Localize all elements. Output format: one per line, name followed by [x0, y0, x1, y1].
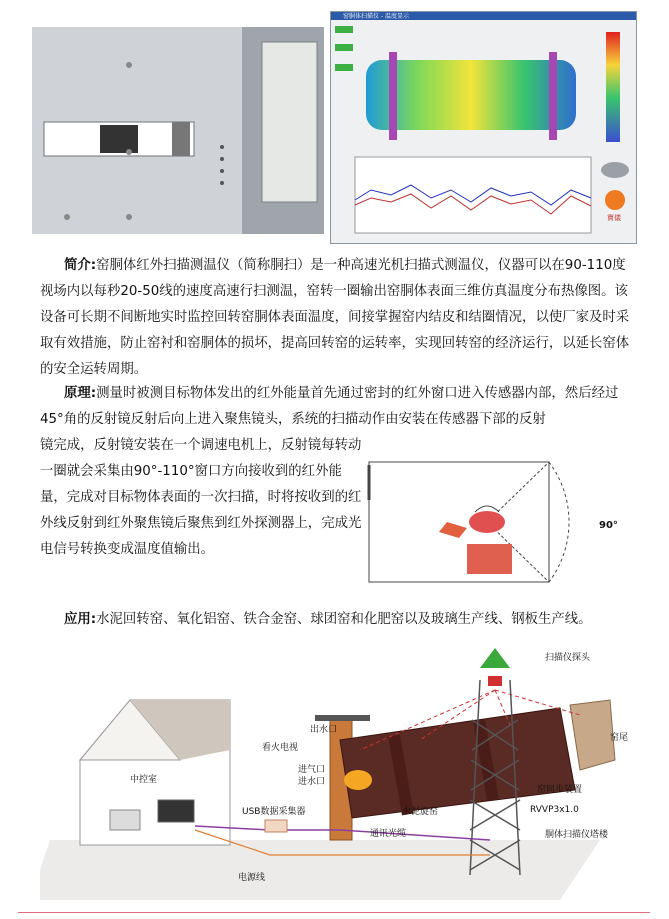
status-led: [335, 26, 353, 33]
principle-paragraph: [40, 381, 630, 433]
label-tower: 胴体扫描仪塔楼: [545, 830, 609, 840]
application-paragraph: [64, 607, 644, 633]
principle-diagram: [367, 460, 632, 590]
label-water-in: 进水口: [298, 777, 326, 787]
scanner-device-illustration: [32, 27, 324, 234]
label-water-out: 出水口: [310, 725, 338, 735]
usb-collector-box: [265, 820, 287, 832]
tower-roof: [480, 648, 510, 668]
principle-heading: 原理:: [64, 386, 97, 401]
kiln-3d-thermal: [366, 60, 576, 130]
window-title: 窑胴体扫描仪 - 温度显示: [343, 13, 409, 20]
footer-divider: [18, 912, 650, 913]
logo-text: 寶儀: [607, 214, 621, 222]
scanner-probe-icon: [488, 676, 502, 686]
intro-paragraph: [40, 253, 630, 383]
temperature-scale: [606, 32, 620, 142]
application-body: 水泥回转窑、氧化铝窑、铁合金窑、球团窑和化肥窑以及玻璃生产线、钢板生产线。: [96, 612, 592, 627]
label-air-in: 进气口: [298, 765, 326, 775]
label-power-cable: 电源线: [238, 873, 266, 883]
logo-icon: [605, 190, 625, 210]
kiln-installation-diagram: [40, 640, 640, 905]
label-fire-tv: 看火电视: [262, 743, 299, 753]
device-photo: [32, 27, 324, 234]
scan-angle-label: 90°: [599, 520, 618, 531]
label-kiln: 水泥旋窑: [402, 807, 439, 817]
label-kiln-tail: 窑尾: [610, 733, 629, 743]
intro-body: 窑胴体红外扫描测温仪（简称胴扫）是一种高速光机扫描式测温仪，仪器可以在90-110度视场内以每秒20-50线的速度高速行扫测温，窑转一圈输出窑胴体表面三维仿真温度分布热像图。该设备可长期不间断地实时监控回转窑胴体表面温度，间接掌握窑内结皮和结圈情况，以使厂家及时采取有效措施，防止窑衬和窑胴体的损坏，提高回转窑的运转率，实现回转窑的经济运行，以延长窑体的安全运转周期。: [40, 258, 630, 377]
label-sync-device: 窑同步装置: [537, 785, 583, 795]
principle-paragraph-continued: 镜完成，反射镜安装在一个调速电机上，反射镜每转动一圈就会采集由90°-110°窗口方向接收到的红外能量，完成对目标物体表面的一次扫描，时将按收到的红外线反射到红外聚焦镜后聚焦到红外探测器上，完成光电信号转换变成温度值输出。: [40, 438, 362, 557]
optical-scan-schematic: [367, 460, 632, 590]
intro-heading: 简介:: [64, 258, 97, 273]
thermal-display: [331, 20, 636, 243]
installation-illustration: [40, 640, 640, 905]
label-control-room: 中控室: [130, 775, 158, 785]
label-cable: RVVP3x1.0: [530, 805, 579, 815]
label-scanner-head: 扫描仪探头: [545, 653, 591, 663]
application-heading: 应用:: [64, 612, 97, 627]
software-screenshot: [330, 11, 637, 244]
label-comm-cable: 通讯光缆: [370, 829, 407, 839]
principle-body: 测量时被测目标物体发出的红外能量首先通过密封的红外窗口进入传感器内部，然后经过45°角的反射镜反射后向上进入聚焦镜头，系统的扫描动作由安装在传感器下部的反射: [40, 386, 619, 427]
label-usb: USB数据采集器: [242, 807, 306, 817]
window-title-bar: [331, 12, 636, 20]
